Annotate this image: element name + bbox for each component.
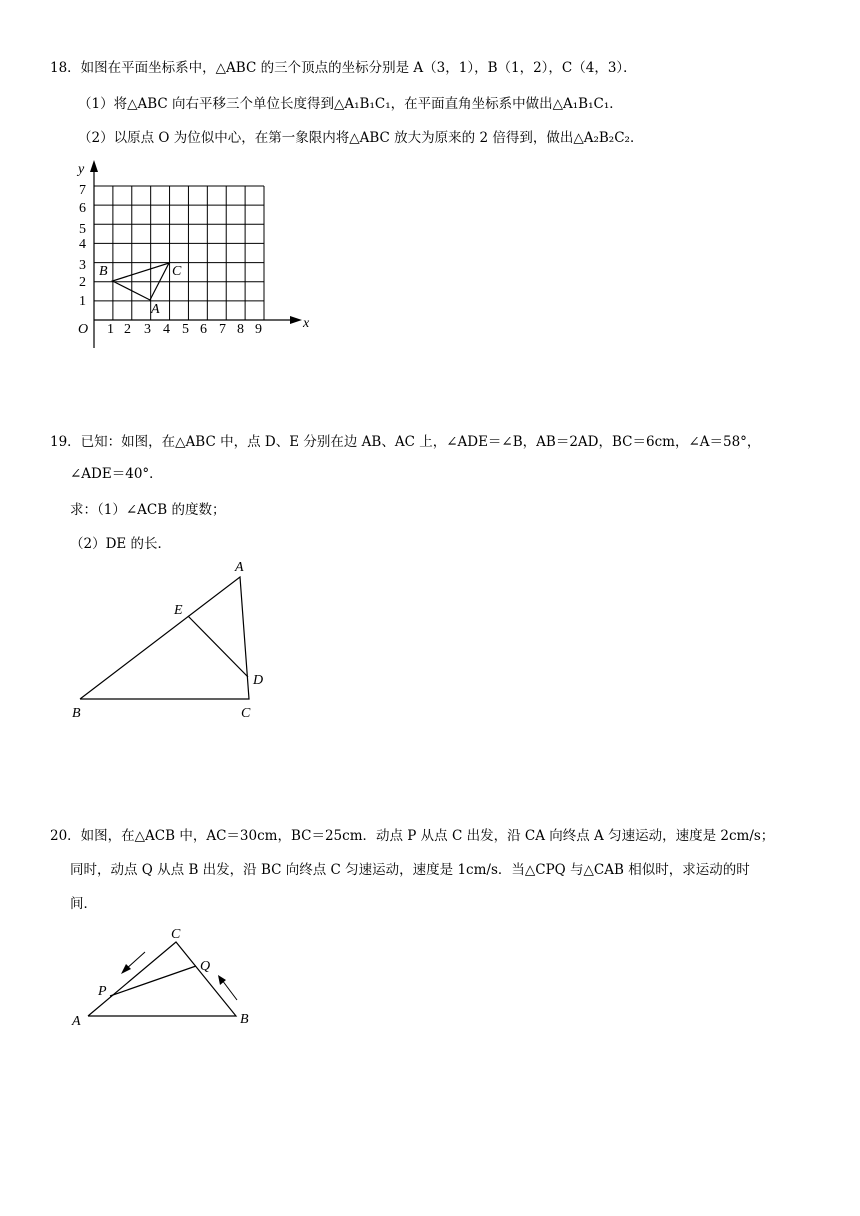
q19-stem-line2: ∠ADE＝40°． [70,466,163,482]
label-b: B [240,1012,249,1027]
label-c: C [171,927,181,942]
triangle-acb-sides [88,942,236,1016]
q19-stem-line1: 19．已知：如图，在△ABC 中，点 D、E 分别在边 AB、AC 上，∠ADE＝∠B，AB＝2AD，BC＝6cm，∠A＝58°， [50,434,761,450]
y-tick-label: 6 [79,201,86,216]
vertex-b-label: B [99,264,108,279]
y-tick-label: 4 [79,237,86,252]
label-d: D [253,673,264,688]
q18-part1: （1）将△ABC 向右平移三个单位长度得到△A₁B₁C₁，在平面直角坐标系中做出△A₁B₁C₁． [78,96,623,112]
label-b: B [72,706,81,721]
label-a: A [72,1014,81,1029]
q18-stem: 18．如图在平面坐标系中，△ABC 的三个顶点的坐标分别是 A（3，1），B（1，2），C（4，3）． [50,60,637,76]
label-p: P [98,984,107,999]
label-e: E [174,603,183,618]
q19-ask2: （2）DE 的长． [70,536,172,552]
x-tick-label: 8 [237,322,244,337]
arrow-q-direction [222,980,237,1000]
x-axis-label: x [303,316,310,331]
q18-part2: （2）以原点 O 为位似中心，在第一象限内将△ABC 放大为原来的 2 倍得到，做出△A₂B₂C₂． [78,130,644,146]
label-c: C [241,706,251,721]
vertex-c-label: C [172,264,182,279]
x-tick-label: 1 [107,322,114,337]
x-tick-label: 4 [163,322,170,337]
x-tick-label: 9 [255,322,262,337]
y-tick-label: 7 [79,183,86,198]
x-tick-label: 2 [124,322,131,337]
label-a: A [235,560,244,575]
x-tick-label: 6 [200,322,207,337]
x-tick-label: 5 [182,322,189,337]
x-tick-label: 7 [219,322,226,337]
y-tick-label: 1 [79,294,86,309]
q20-line2: 同时，动点 Q 从点 B 出发，沿 BC 向终点 C 匀速运动，速度是 1cm/s．当△CPQ 与△CAB 相似时，求运动的时 [70,862,750,878]
q19-ask1: 求：（1）∠ACB 的度数； [70,502,226,518]
y-tick-label: 5 [79,222,86,237]
y-tick-label: 3 [79,258,86,273]
origin-label: O [78,322,89,337]
q20-line3: 间． [70,896,97,912]
q20-line1: 20．如图，在△ACB 中，AC＝30cm，BC＝25cm．动点 P 从点 C 出发，沿 CA 向终点 A 匀速运动，速度是 2cm/s； [50,828,775,844]
y-axis-label: y [78,162,85,177]
vertex-a-label: A [151,302,160,317]
y-tick-label: 2 [79,275,86,290]
label-q: Q [200,959,211,974]
x-tick-label: 3 [144,322,151,337]
